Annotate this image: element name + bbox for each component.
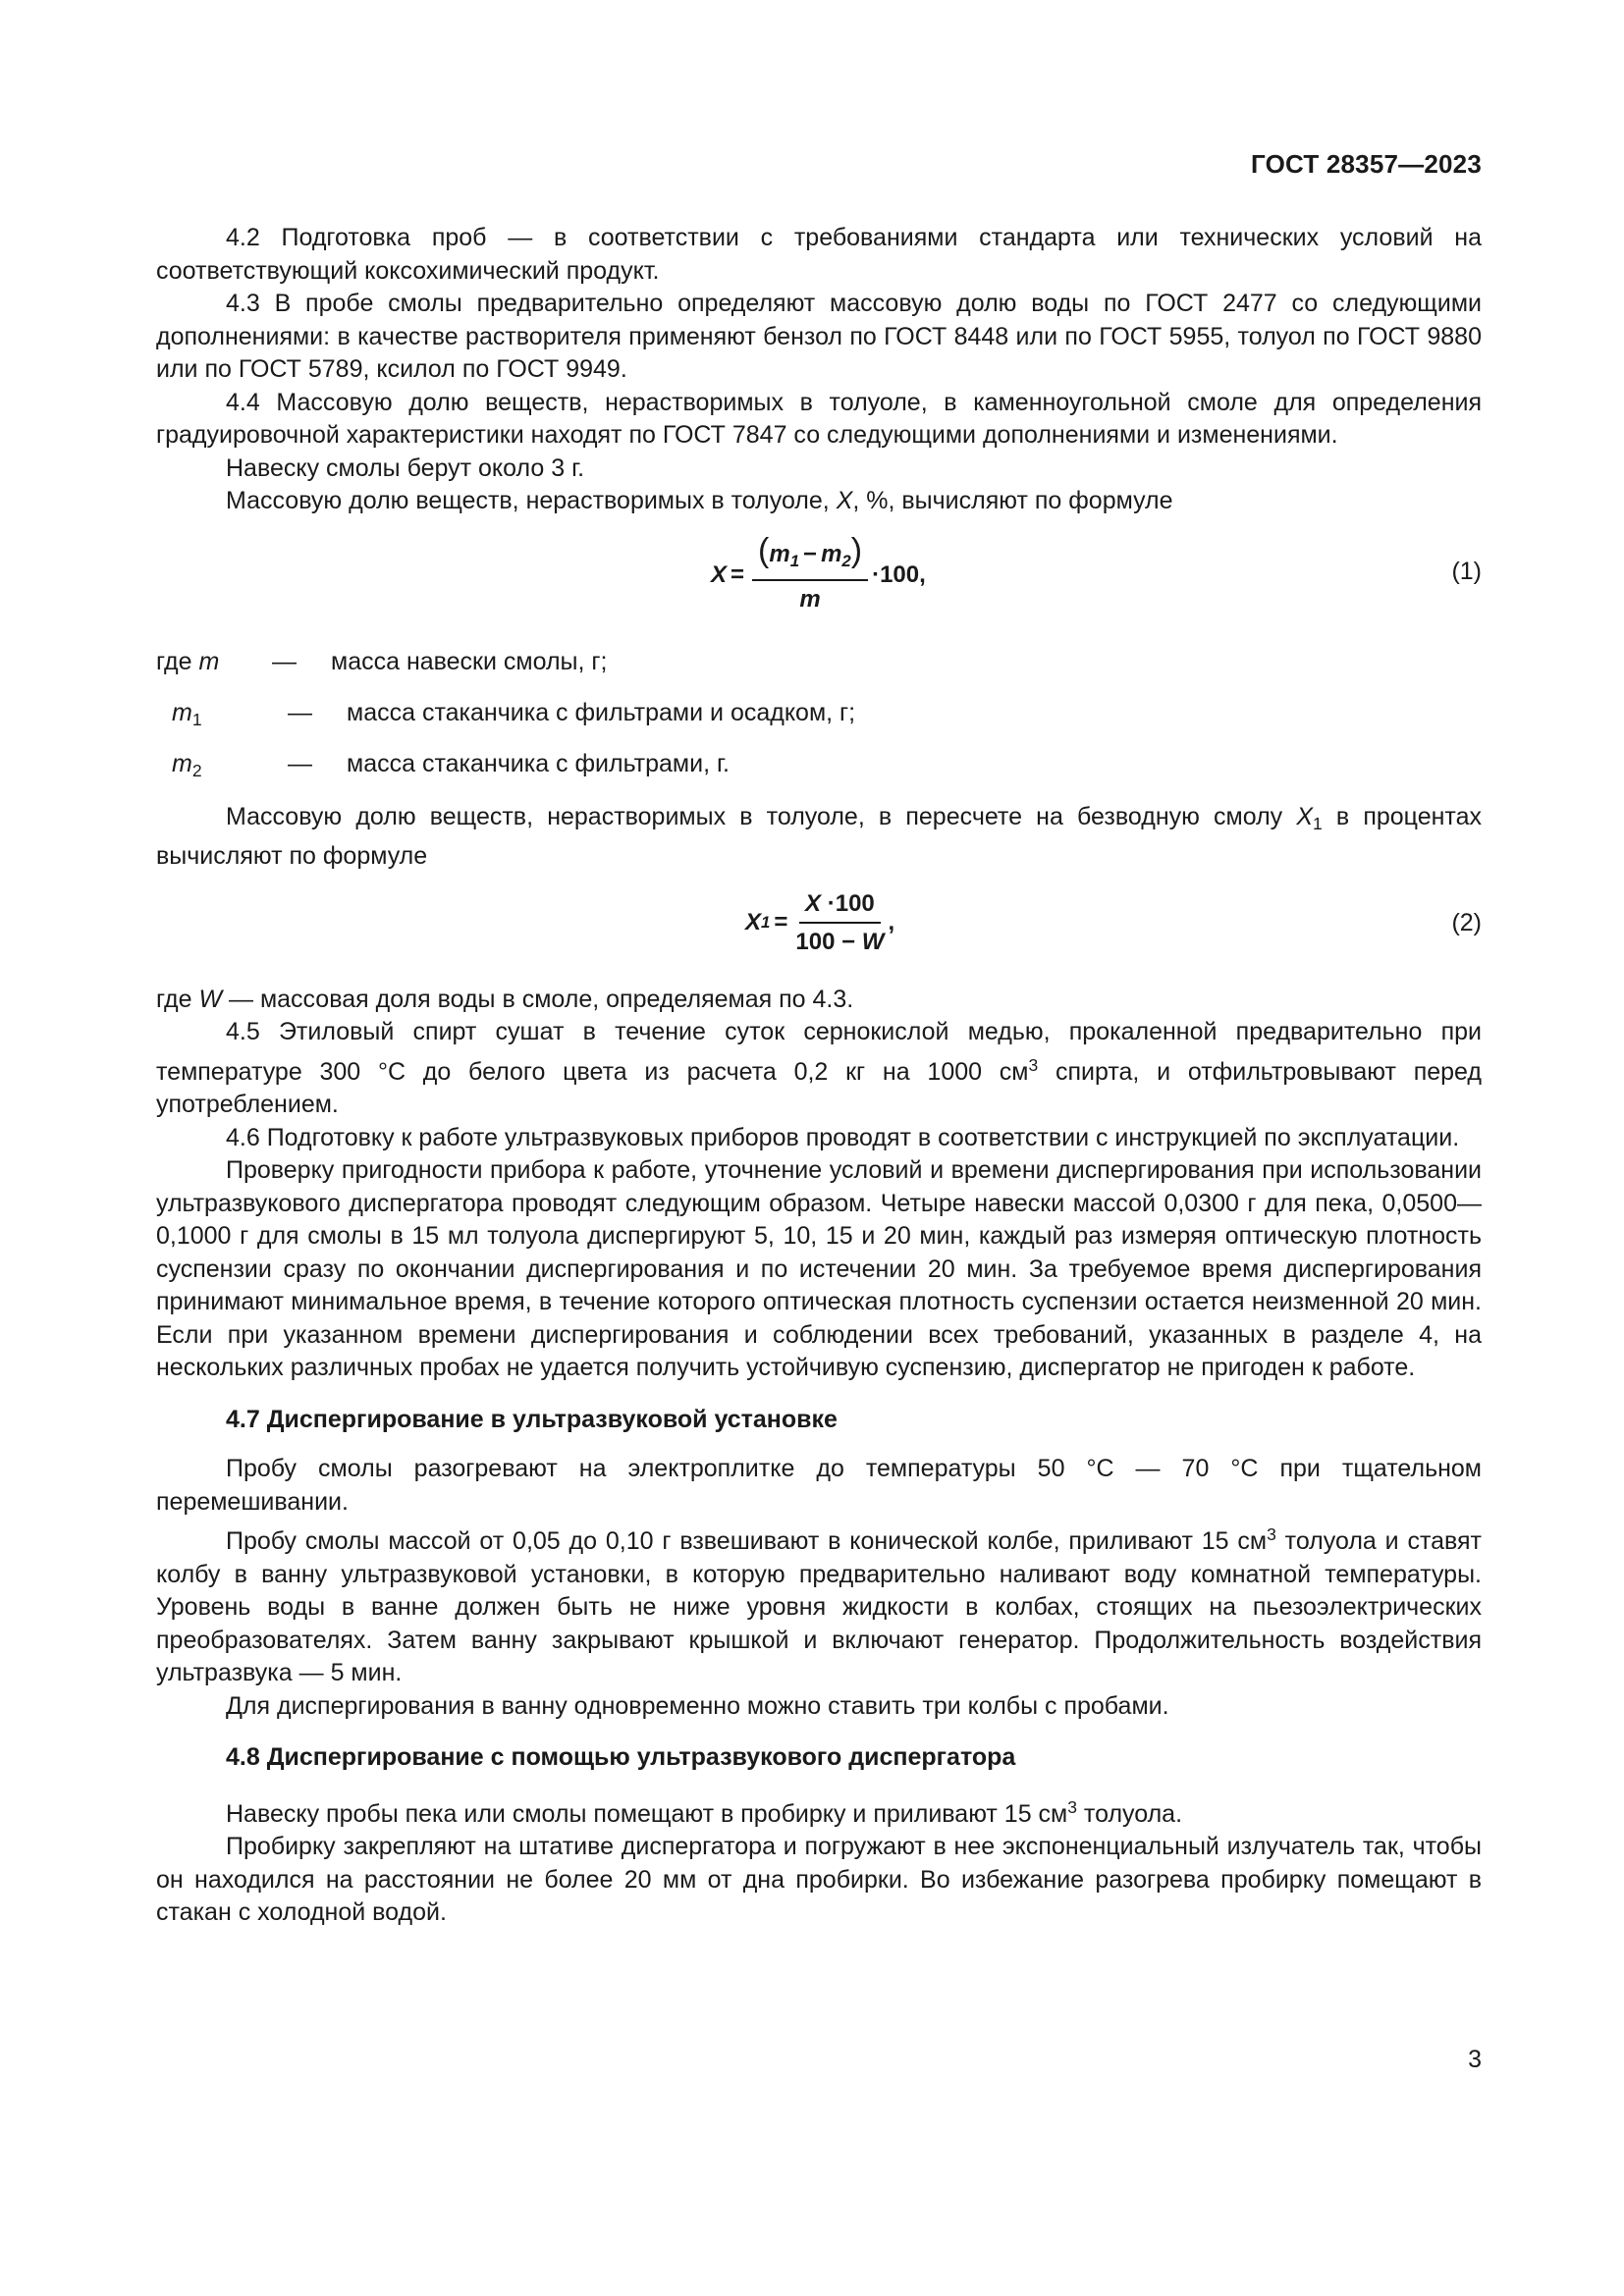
paragraph-emitter: Пробирку закрепляют на штативе диспергатора и погружают в нее экспоненциальный излучатель так, чтобы он находился на расстоянии не более 20 мм от дна пробирки. Во избежание разогрева пробирку помещают в стакан с холодной водой. — [156, 1833, 1482, 1926]
paragraph-4-3: 4.3 В пробе смолы предварительно определяют массовую долю воды по ГОСТ 2477 со следующими дополнениями: в качестве растворителя применяют бензол по ГОСТ 8448 или по ГОСТ 5955, толуол по ГОСТ 9880 или по ГОСТ 5789, ксилол по ГОСТ 9949. — [156, 290, 1482, 383]
formula-2-number: (2) — [1451, 908, 1482, 936]
document-code: ГОСТ 28357—2023 — [1251, 149, 1482, 179]
paragraph-4-4: 4.4 Массовую долю веществ, нерастворимых в толуоле, в каменноугольной смоле для определения градуировочной характеристики находят по ГОСТ 7847 со следующими дополнениями и изменениями. — [156, 388, 1482, 449]
paragraph-formula1-intro: Массовую долю веществ, нерастворимых в толуоле, X, %, вычисляют по формуле — [226, 487, 1173, 514]
definition-row: где m — масса навески смолы, г; — [156, 647, 608, 675]
paragraph-sample-tube: Навеску пробы пека или смолы помещают в пробирку и приливают 15 $см^3$ толуола. — [226, 1796, 1183, 1828]
formula-1-number: (1) — [1451, 557, 1482, 585]
paragraph-formula2-intro: Массовую долю веществ, нерастворимых в толуоле, в пересчете на безводную смолу $X_1$ в процентах вычисляют по формуле — [156, 802, 1482, 870]
variable-definitions — [156, 646, 1482, 785]
paragraph-device-check: Проверку пригодности прибора к работе, уточнение условий и времени диспергирования при использовании ультразвукового диспергатора проводят следующим образом. Четыре навески массой 0,0300 г для пека, 0,0500—0,1000 г для смолы в 15 мл толуола диспергируют 5, 10, 15 и 20 мин, каждый раз измеряя оптическую плотность суспензии сразу по окончании диспергирования и по истечении 20 мин. За требуемое время диспергирования принимают минимальное время, в течение которого оптическая плотность суспензии остается неизменной 20 мин. Если при указанном времени диспергирования и соблюдении всех требований, указанных в разделе 4, на нескольких различных пробах не удается получить устойчивую суспензию, диспергатор не пригоден к работе. — [156, 1156, 1482, 1381]
paragraph-heating: Пробу смолы разогревают на электроплитке до температуры 50 °C — 70 °C при тщательном перемешивании. — [156, 1455, 1482, 1516]
paragraph-4-6: 4.6 Подготовку к работе ультразвуковых приборов проводят в соответствии с инструкцией по эксплуатации. — [226, 1123, 1460, 1151]
formula-1 — [156, 526, 1482, 624]
paragraph-w-definition: где W — массовая доля воды в смоле, определяемая по 4.3. — [156, 985, 854, 1013]
document-body — [156, 222, 1482, 1930]
paragraph-4-5: 4.5 Этиловый спирт сушат в течение суток сернокислой медью, прокаленной предварительно при температуре 300 °C до белого цвета из расчета 0,2 кг на 1000 $см^3$ спирта, и отфильтровывают перед употреблением. — [156, 1018, 1482, 1118]
definition-row: $m_1$ — масса стаканчика с фильтрами и осадком, г; — [172, 698, 856, 729]
definition-row: $m_2$ — масса стаканчика с фильтрами, г. — [172, 749, 730, 780]
heading-4-8: 4.8 Диспергирование с помощью ультразвукового диспергатора — [226, 1743, 1016, 1771]
paragraph-sample-mass: Навеску смолы берут около 3 г. — [226, 454, 585, 482]
page-number: 3 — [1468, 2046, 1482, 2073]
formula-2 — [156, 881, 1482, 976]
formula-2-fraction: $\frac{X \cdot 100}{100 - W}$ — [795, 887, 884, 959]
formula-1-expression: X = $\frac{(m_1 - m_2)}{m}$ ·100, — [711, 534, 926, 616]
paragraph-bath-procedure: Пробу смолы массой от 0,05 до 0,10 г взвешивают в конической колбе, приливают 15 $см^3$ толуола и ставят колбу в ванну ультразвуковой установки, в которую предварительно наливают воду комнатной температуры. Уровень воды в ванне должен быть не ниже уровня жидкости в колбах, стоящих на пьезоэлектрических преобразователях. Затем ванну закрывают крышкой и включают генератор. Продолжительность воздействия ультразвука — 5 мин. — [156, 1524, 1483, 1686]
heading-4-7: 4.7 Диспергирование в ультразвуковой установке — [226, 1405, 838, 1433]
paragraph-4-2: 4.2 Подготовка проб — в соответствии с требованиями стандарта или технических условий на соответствующий коксохимический продукт. — [156, 224, 1482, 285]
paragraph-three-flasks: Для диспергирования в ванну одновременно можно ставить три колбы с пробами. — [226, 1691, 1169, 1720]
formula-1-fraction: $\frac{(m_1 - m_2)}{m}$ — [752, 534, 868, 616]
formula-2-expression: X 1 = $\frac{X \cdot 100}{100 - W}$ , — [745, 887, 894, 959]
